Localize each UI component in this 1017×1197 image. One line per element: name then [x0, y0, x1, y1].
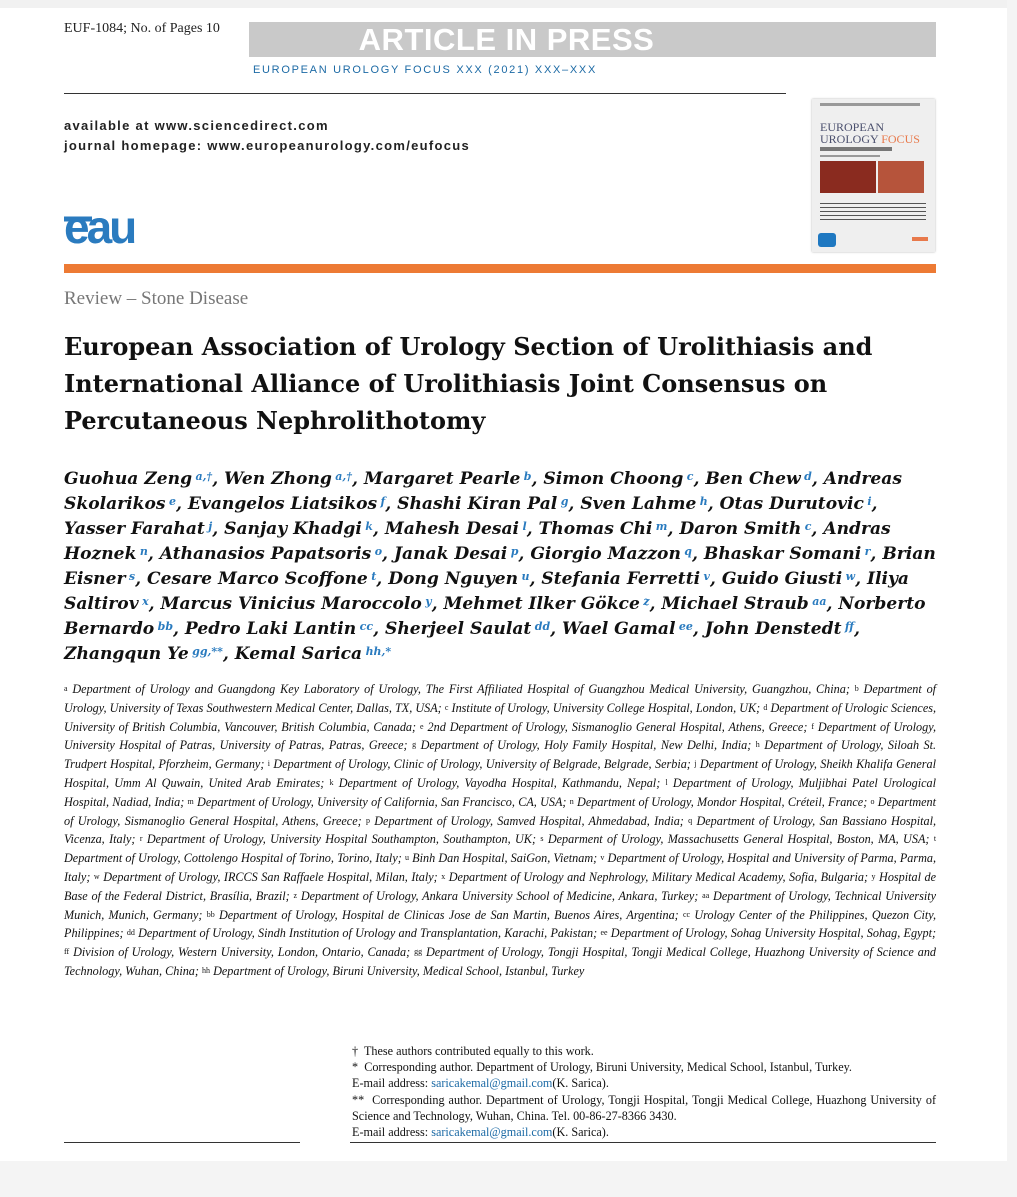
eau-logo: [62, 203, 166, 249]
author: [543, 469, 693, 489]
cover-subtitle-2: [820, 155, 880, 157]
author: [704, 544, 871, 564]
affiliation-entry: [445, 701, 760, 715]
affiliation-text: Department of Urology, Sismanoglio General Hospital, Athens, Greece;: [64, 794, 937, 828]
affiliation-mark: hh: [202, 965, 211, 975]
author: [224, 519, 373, 539]
header-rule: [64, 93, 786, 94]
author-affiliation-mark[interactable]: hh,*: [365, 645, 392, 658]
author: [385, 519, 527, 539]
cover-text-lines: [820, 203, 926, 221]
eau-logo-text: eau: [64, 203, 135, 249]
affiliation-text: Department of Urologic Sciences, University of British Columbia, Vancouver, British Columbia, Canada;: [64, 700, 937, 734]
affiliation-text: Urology Center of the Philippines, Quezon City, Philippines;: [64, 907, 937, 941]
footnote-equal: † These authors contributed equally to this work.: [352, 1044, 594, 1058]
affiliation-entry: [412, 738, 751, 752]
affiliation-entry: [600, 926, 936, 940]
affiliation-text: Department of Urology, Holy Family Hospital, New Delhi, India;: [420, 738, 752, 753]
affiliation-entry: [202, 964, 584, 978]
author-affiliation-mark[interactable]: h: [699, 495, 708, 508]
author: [541, 569, 710, 589]
author-name: Mehmet Ilker Gökce: [443, 594, 640, 614]
article-title: European Association of Urology Section of Urolithiasis and International Alliance of Urolithiasis Joint Consensus on Percutaneous Nephrolithotomy: [64, 332, 873, 435]
author-name: Athanasios Papatsoris: [159, 544, 372, 564]
author-name: Kemal Sarica: [234, 644, 363, 664]
affiliation-text: Department of Urology, University Hospital of Patras, University of Patras, Patras, Greece;: [64, 719, 937, 753]
author-affiliation-mark[interactable]: f: [380, 495, 386, 508]
affiliation-mark: ff: [64, 947, 70, 957]
author: [580, 494, 707, 514]
author-affiliation-mark[interactable]: v: [703, 570, 710, 583]
cover-image-right: [878, 161, 924, 193]
affiliations: [64, 680, 936, 981]
author-name: Shashi Kiran Pal: [397, 494, 558, 514]
cover-subtitle: [820, 147, 892, 151]
affiliation-mark: ee: [600, 928, 608, 938]
author: [720, 494, 872, 514]
author: [64, 644, 223, 664]
author-name: Guohua Zeng: [64, 469, 193, 489]
affiliation-mark: r: [139, 834, 143, 844]
author-name: Dong Nguyen: [388, 569, 519, 589]
footnote-corresponding-2: ** Corresponding author. Department of Urology, Tongji Hospital, Tongji Medical College, Huazhong University of Science and Technology, Wuhan, China. Tel. 00-86-27-8366 3430.: [352, 1092, 937, 1123]
author-affiliation-mark[interactable]: c: [804, 520, 812, 533]
affiliation-text: Department of Urology, Hospital and University of Parma, Parma, Italy;: [64, 851, 937, 884]
author: [661, 594, 826, 614]
author: [147, 569, 376, 589]
affiliation-text: Department of Urology, Tongji Hospital, Tongji Medical College, Huazhong University of Science and Technology, Wuhan, China;: [64, 945, 937, 978]
author-affiliation-mark[interactable]: z: [643, 595, 650, 608]
author-name: Wen Zhong: [224, 469, 332, 489]
affiliation-mark: w: [93, 871, 100, 881]
affiliation-text: Institute of Urology, University College Hospital, London, UK;: [451, 700, 761, 715]
author-name: Simon Choong: [543, 469, 684, 489]
affiliation-text: Department of Urology, IRCCS San Raffaele Hospital, Milan, Italy;: [103, 869, 438, 884]
footnote-rule-right: [350, 1142, 936, 1143]
affiliation-entry: [405, 851, 597, 865]
author-affiliation-mark[interactable]: d: [804, 470, 812, 483]
author: [185, 619, 373, 639]
affiliation-mark: t: [933, 834, 937, 844]
affiliation-entry: [330, 776, 661, 790]
page-edge-bottom: [0, 1161, 1017, 1197]
cover-title: EUROPEAN UROLOGY FOCUS: [820, 120, 920, 146]
author: [394, 544, 518, 564]
affiliation-mark: m: [187, 796, 194, 806]
affiliation-text: Department of Urology and Nephrology, Military Medical Academy, Sofia, Bulgaria;: [448, 869, 869, 884]
affiliation-text: Department of Urology, Cottolengo Hospital of Torino, Torino, Italy;: [64, 851, 402, 866]
author-name: Daron Smith: [679, 519, 802, 539]
author: [397, 494, 568, 514]
author: [160, 544, 382, 564]
footnote-email-1: E-mail address: saricakemal@gmail.com(K. Sarica).: [352, 1076, 609, 1091]
author-affiliation-mark[interactable]: bb: [157, 620, 174, 633]
author-affiliation-mark[interactable]: gg,**: [192, 645, 223, 658]
author-name: Cesare Marco Scoffone: [147, 569, 368, 589]
affiliation-mark: e: [420, 721, 424, 731]
footnote-rule-left: [64, 1142, 300, 1143]
author-name: Michael Straub: [661, 594, 809, 614]
author-affiliation-mark[interactable]: i: [867, 495, 872, 508]
journal-cover[interactable]: [812, 99, 935, 252]
author-affiliation-mark[interactable]: o: [374, 545, 383, 558]
affiliation-text: Department of Urology, Clinic of Urology, University of Belgrade, Belgrade, Serbia;: [273, 757, 691, 772]
affiliation-text: Department of Urology, University of California, San Francisco, CA, USA;: [197, 794, 567, 809]
author-name: Bhaskar Somani: [703, 544, 862, 564]
author-name: Evangelos Liatsikos: [187, 494, 378, 514]
affiliation-mark: a: [64, 684, 68, 693]
affiliation-mark: j: [694, 759, 697, 769]
affiliation-entry: [420, 720, 807, 734]
author-name: Janak Desai: [393, 544, 508, 564]
article-id: EUF-1084; No. of Pages 10: [64, 21, 220, 36]
author-affiliation-mark[interactable]: q: [684, 545, 692, 558]
affiliation-mark: o: [870, 796, 875, 806]
cover-header-line: [820, 103, 920, 106]
affiliation-mark: dd: [126, 928, 135, 938]
affiliation-text: Department of Urology, Samved Hospital, Ahmedabad, India;: [374, 813, 684, 828]
author-name: Giorgio Mazzon: [530, 544, 681, 564]
author-name: Wael Gamal: [562, 619, 676, 639]
affiliation-entry: [140, 832, 536, 846]
author: [224, 469, 352, 489]
affiliation-entry: [366, 814, 684, 828]
affiliation-mark: h: [755, 740, 760, 750]
page-edge-right: [1007, 0, 1017, 1197]
author: [530, 544, 692, 564]
author: [539, 519, 668, 539]
author-affiliation-mark[interactable]: a,†: [335, 470, 352, 483]
affiliation-entry: [94, 870, 438, 884]
affiliation-text: Department of Urology, Sheikh Khalifa General Hospital, Umm Al Quwain, United Arab Emirates;: [64, 757, 937, 790]
affiliation-mark: n: [569, 796, 574, 806]
author-name: Norberto Bernardo: [64, 594, 926, 639]
author: [235, 644, 391, 664]
affiliation-mark: d: [763, 702, 768, 712]
orange-divider: [64, 264, 936, 273]
author: [64, 469, 212, 489]
affiliation-text: Department of Urology, Technical University Munich, Munich, Germany;: [64, 888, 937, 922]
affiliation-mark: gg: [414, 947, 423, 957]
author-affiliation-mark[interactable]: u: [521, 570, 530, 583]
author-affiliation-mark[interactable]: ff: [844, 620, 855, 633]
author-name: John Denstedt: [704, 619, 842, 639]
author-name: Andreas Skolarikos: [64, 469, 902, 514]
affiliation-entry: [293, 889, 698, 903]
author-name: Sanjay Khadgi: [224, 519, 362, 539]
affiliation-mark: p: [365, 815, 370, 825]
author-name: Sven Lahme: [580, 494, 697, 514]
affiliation-mark: g: [412, 740, 417, 750]
availability-block: [64, 116, 470, 156]
affiliation-text: Department of Urology, Sindh Institution of Urology and Transplantation, Karachi, Pakistan;: [138, 926, 598, 941]
author-affiliation-mark[interactable]: a,†: [195, 470, 213, 483]
affiliation-mark: cc: [682, 909, 691, 919]
author-affiliation-mark[interactable]: g: [560, 495, 569, 508]
author-name: Margaret Pearle: [363, 469, 521, 489]
affiliation-mark: aa: [702, 890, 710, 900]
affiliation-mark: bb: [206, 909, 215, 919]
author-name: Iliya Saltirov: [64, 569, 909, 614]
author: [161, 594, 432, 614]
cover-eau-logo: [818, 233, 836, 247]
affiliation-text: Deparment of Urology, Massachusetts General Hospital, Boston, MA, USA;: [547, 832, 930, 847]
affiliation-entry: [127, 926, 597, 940]
author-name: Zhangqun Ye: [64, 644, 189, 664]
author-list: Guohua Zeng $^{a,\dagger}$, Wen Zhong $^{a,\dagger}$, Margaret Pearle $^b$, Simon Choong $^c$, Ben Chew $^d$, Andreas Skolarikos $^e$, Evangelos Liatsikos $^f$, Shashi Kiran Pal $^g$, Sven Lahme $^h$, Otas Durutovic $^i$, Yasser Farahat $^j$, Sanjay Khadgi $^k$, Mahesh Desai $^l$, Thomas Chi $^m$, Daron Smith $^c$, Andras Hoznek $^n$, Athanasios Papatsoris $^o$, Janak Desai $^p$, Giorgio Mazzon $^q$, Bhaskar Somani $^r$, Brian Eisner $^s$, Cesare Marco Scoffone $^t$, Dong Nguyen $^u$, Stefania Ferretti $^v$, Guido Giusti $^w$, Iliya Saltirov $^x$, Marcus Vinicius Maroccolo $^y$, Mehmet Ilker Gökce $^z$, Michael Straub $^{aa}$, Norberto Bernardo $^{bb}$, Pedro Laki Lantin $^{cc}$, Sherjeel Saulat $^{dd}$, Wael Gamal $^{ee}$, John Denstedt $^{ff}$, Zhangqun Ye $^{gg,**}$, Kemal Sarica $^{hh,*}$: [64, 469, 936, 664]
affiliation-entry: [441, 870, 868, 884]
affiliation-text: Division of Urology, Western University, London, Ontario, Canada;: [73, 945, 411, 960]
affiliation-text: Department of Urology, Ankara University School of Medicine, Ankara, Turkey;: [300, 888, 699, 903]
author-name: Stefania Ferretti: [541, 569, 701, 589]
author-affiliation-mark[interactable]: cc: [359, 620, 374, 633]
email-link-2[interactable]: saricakemal@gmail.com: [431, 1125, 553, 1140]
author: [705, 469, 811, 489]
page-edge-top: [0, 0, 1017, 8]
affiliation-mark: c: [444, 702, 449, 712]
author-affiliation-mark[interactable]: m: [655, 520, 668, 533]
footnotes: [352, 1043, 936, 1140]
author: [364, 469, 532, 489]
author-name: Guido Giusti: [721, 569, 843, 589]
affiliation-entry: [207, 908, 679, 922]
affiliation-mark: l: [665, 777, 668, 787]
affiliation-mark: u: [404, 853, 409, 863]
author-affiliation-mark[interactable]: r: [864, 545, 871, 558]
footnote-email-2: E-mail address: saricakemal@gmail.com(K. Sarica).: [352, 1125, 609, 1140]
section-label: Review – Stone Disease: [64, 288, 249, 309]
author-affiliation-mark[interactable]: k: [365, 520, 373, 533]
affiliation-mark: f: [811, 721, 814, 731]
author-affiliation-mark[interactable]: aa: [812, 595, 827, 608]
affiliation-text: Department of Urology, San Bassiano Hospital, Vicenza, Italy;: [64, 813, 937, 847]
affiliation-text: Department of Urology, Biruni University, Medical School, Istanbul, Turkey: [213, 963, 585, 978]
author-name: Ben Chew: [705, 469, 801, 489]
author-affiliation-mark[interactable]: n: [139, 545, 148, 558]
author-name: Brian Eisner: [64, 544, 936, 589]
author-name: Marcus Vinicius Maroccolo: [160, 594, 422, 614]
author-affiliation-mark[interactable]: y: [425, 595, 432, 608]
affiliation-text: Department of Urology, Mondor Hospital, Créteil, France;: [577, 794, 868, 809]
footnote-corresponding-1: * Corresponding author. Department of Urology, Biruni University, Medical School, Istanbul, Turkey.: [352, 1060, 852, 1075]
homepage-link[interactable]: journal homepage: www.europeanurology.com/eufocus: [64, 138, 471, 153]
affiliation-entry: [570, 795, 868, 809]
affiliation-mark: v: [600, 853, 605, 863]
available-link[interactable]: available at www.sciencedirect.com: [64, 118, 329, 133]
author: [679, 519, 811, 539]
affiliation-entry: [64, 945, 410, 959]
author: [64, 519, 212, 539]
affiliation-mark: i: [267, 759, 271, 769]
affiliation-text: Department of Urology, Vayodha Hospital, Kathmandu, Nepal;: [338, 775, 661, 790]
affiliation-text: Department of Urology, Sohag University Hospital, Sohag, Egypt;: [610, 926, 937, 941]
affiliation-text: Department of Urology and Guangdong Key Laboratory of Urology, The First Affiliated Hospital of Guangzhou Medical University, Guangzhou, China;: [72, 682, 850, 696]
author-affiliation-mark[interactable]: l: [522, 520, 527, 533]
author: [385, 619, 550, 639]
author-name: Mahesh Desai: [384, 519, 520, 539]
author-affiliation-mark[interactable]: ee: [678, 620, 693, 633]
author-affiliation-mark[interactable]: b: [523, 470, 532, 483]
affiliation-mark: q: [688, 815, 693, 825]
banner-text: ARTICLE IN PRESS: [358, 22, 655, 57]
author-affiliation-mark[interactable]: w: [845, 570, 856, 583]
affiliation-entry: [540, 832, 929, 846]
author: [188, 494, 385, 514]
affiliation-text: Binh Dan Hospital, SaiGon, Vietnam;: [412, 851, 598, 866]
cover-image-left: [820, 161, 876, 193]
article-in-press-banner: [249, 22, 936, 57]
author-affiliation-mark[interactable]: c: [686, 470, 694, 483]
author-affiliation-mark[interactable]: s: [128, 570, 136, 583]
affiliation-entry: [64, 682, 850, 696]
author-affiliation-mark[interactable]: j: [208, 520, 213, 533]
affiliation-mark: x: [441, 871, 446, 881]
affiliation-text: Department of Urology, University Hospital Southampton, Southampton, UK;: [146, 832, 536, 847]
affiliation-mark: k: [329, 777, 334, 787]
affiliation-text: Department of Urology, University of Texas Southwestern Medical Center, Dallas, TX, USA;: [64, 682, 937, 715]
affiliation-text: Department of Urology, Hospital de Clinicas Jose de San Martin, Buenos Aires, Argentina;: [218, 907, 679, 922]
author-affiliation-mark[interactable]: t: [371, 570, 377, 583]
author-affiliation-mark[interactable]: x: [142, 595, 149, 608]
author-affiliation-mark[interactable]: p: [510, 545, 519, 558]
author-name: Andras Hoznek: [64, 519, 891, 564]
journal-line: EUROPEAN UROLOGY FOCUS XXX (2021) XXX–XXX: [253, 64, 597, 76]
author-affiliation-mark[interactable]: dd: [534, 620, 551, 633]
author-affiliation-mark[interactable]: e: [168, 495, 176, 508]
author: [705, 619, 854, 639]
author-name: Sherjeel Saulat: [384, 619, 532, 639]
affiliation-text: Department of Urology, Muljibhai Patel Urological Hospital, Nadiad, India;: [64, 775, 936, 809]
cover-mark: [912, 237, 928, 241]
affiliation-mark: b: [854, 684, 859, 693]
author-name: Thomas Chi: [538, 519, 653, 539]
affiliation-mark: z: [293, 890, 298, 900]
affiliation-entry: [268, 757, 691, 771]
author-name: Yasser Farahat: [64, 519, 205, 539]
affiliation-entry: [188, 795, 567, 809]
affiliation-text: Hospital de Base of the Federal District, Brasília, Brazil;: [64, 869, 937, 903]
author-name: Otas Durutovic: [719, 494, 864, 514]
author-name: Pedro Laki Lantin: [184, 619, 357, 639]
affiliation-mark: s: [540, 834, 544, 844]
author: [562, 619, 693, 639]
author: [722, 569, 855, 589]
author: [388, 569, 529, 589]
email-link-1[interactable]: saricakemal@gmail.com: [431, 1076, 553, 1091]
affiliation-text: 2nd Department of Urology, Sismanoglio General Hospital, Athens, Greece;: [427, 719, 808, 734]
affiliation-mark: y: [871, 871, 876, 881]
affiliation-text: Department of Urology, Siloah St. Trudpert Hospital, Pforzheim, Germany;: [64, 738, 937, 772]
author: [444, 594, 650, 614]
